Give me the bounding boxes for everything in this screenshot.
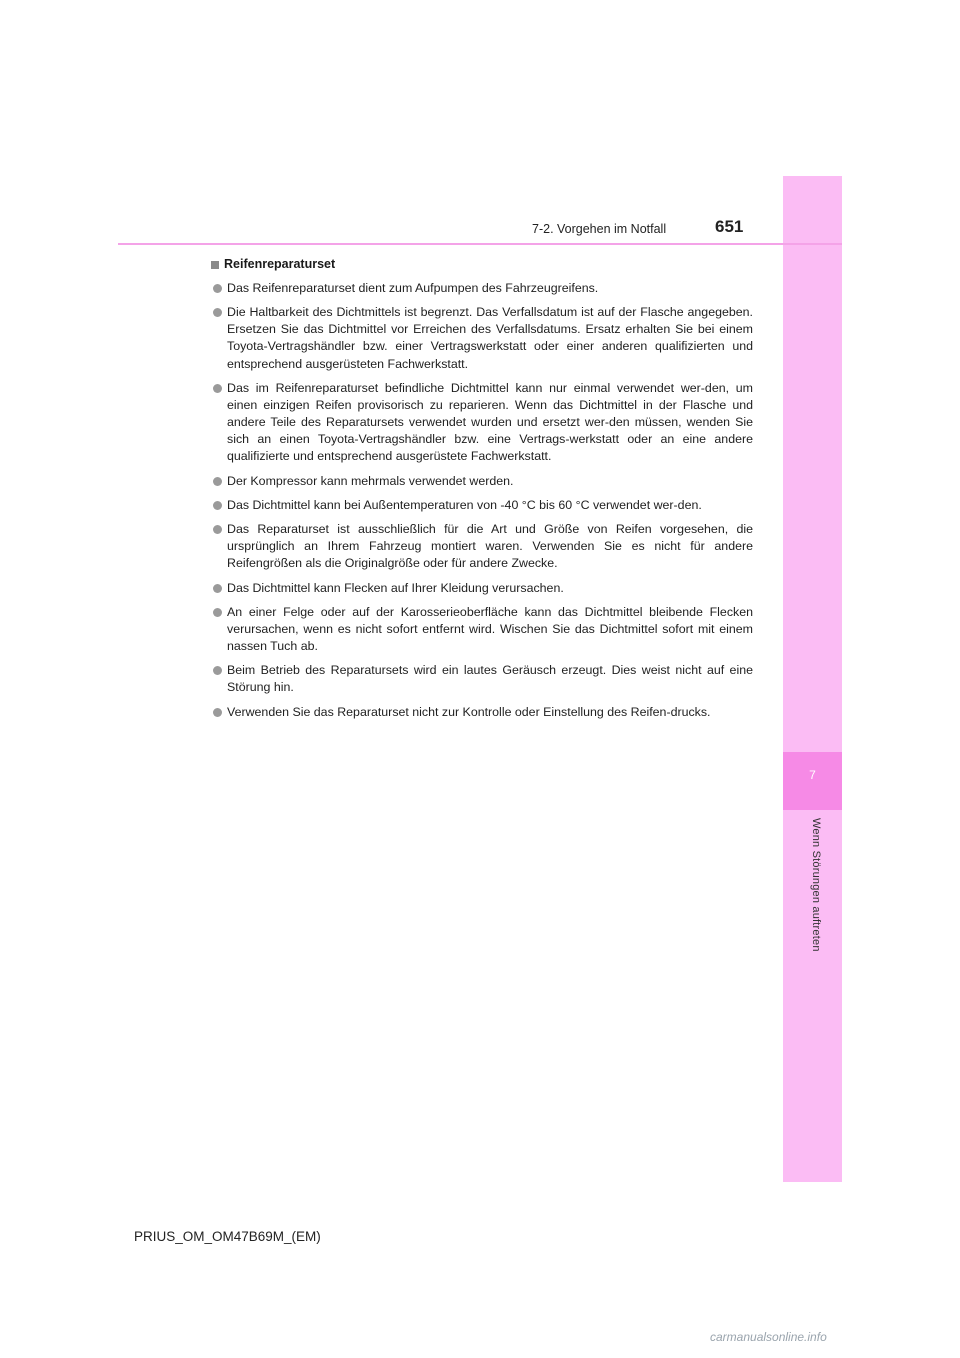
list-item-text: Das Reifenreparaturset dient zum Aufpumpen des Fahrzeugreifens.	[227, 281, 599, 295]
circle-bullet-icon	[213, 708, 222, 717]
watermark-link[interactable]: carmanualsonline.info	[710, 1330, 827, 1344]
header-rule	[118, 243, 842, 245]
list-item-text: Das Reparaturset ist ausschließlich für die Art und Größe von Reifen vorgesehen, die ursprünglich an Ihrem Fahrzeug montiert waren. Verwenden Sie es nicht für andere Reifengrößen als die Originalgröße oder für andere Zwecke.	[227, 522, 753, 571]
list-item-text: Beim Betrieb des Reparatursets wird ein lautes Geräusch erzeugt. Dies weist nicht auf eine Störung hin.	[227, 663, 753, 695]
list-item	[211, 280, 753, 297]
list-item	[211, 380, 753, 465]
chapter-title: Wenn Störungen auftreten	[810, 818, 822, 952]
circle-bullet-icon	[213, 525, 222, 534]
list-item	[211, 580, 753, 597]
list-item	[211, 304, 753, 372]
circle-bullet-icon	[213, 584, 222, 593]
circle-bullet-icon	[213, 501, 222, 510]
chapter-side-tab	[783, 176, 842, 1182]
circle-bullet-icon	[213, 666, 222, 675]
list-item	[211, 473, 753, 490]
list-item-text: Das im Reifenreparaturset befindliche Dichtmittel kann nur einmal verwendet wer-den, um einen einzigen Reifen provisorisch zu reparieren. Wenn das Dichtmittel in der Flasche und andere Teile des Reparatursets verwendet wurden und ersetzt wer-den müssen, wenden Sie sich an einen Toyota-Vertragshändler bzw. eine Vertrags-werkstatt oder an eine andere qualifizierte und entsprechend ausgerüstete Fachwerkstatt.	[227, 380, 753, 464]
circle-bullet-icon	[213, 284, 222, 293]
list-item-text: Das Dichtmittel kann bei Außentemperaturen von -40 °C bis 60 °C verwendet wer-den.	[227, 497, 702, 512]
chapter-number: 7	[809, 768, 816, 782]
list-item-text: Der Kompressor kann mehrmals verwendet werden.	[227, 473, 514, 488]
list-item	[211, 521, 753, 572]
list-item	[211, 704, 753, 721]
circle-bullet-icon	[213, 477, 222, 486]
circle-bullet-icon	[213, 384, 222, 393]
square-bullet-icon	[211, 261, 219, 269]
list-item	[211, 662, 753, 696]
header-section-title: 7-2. Vorgehen im Notfall	[532, 222, 667, 236]
list-item-text: Verwenden Sie das Reparaturset nicht zur Kontrolle oder Einstellung des Reifen-drucks.	[227, 704, 711, 719]
circle-bullet-icon	[213, 608, 222, 617]
section-heading	[211, 256, 753, 273]
list-item	[211, 604, 753, 655]
bullet-list	[211, 280, 753, 721]
list-item-text: An einer Felge oder auf der Karosserieoberfläche kann das Dichtmittel bleibende Flecken verursachen, wenn es nicht sofort entfernt wird. Wischen Sie das Dichtmittel sofort mit einem nassen Tuch ab.	[227, 604, 753, 653]
list-item-text: Die Haltbarkeit des Dichtmittels ist begrenzt. Das Verfallsdatum ist auf der Flasche angegeben. Ersetzen Sie das Dichtmittel vor Erreichen des Verfallsdatums. Ersatz erhalten Sie bei einem Toyota-Vertragshändler bzw. einer Vertragswerkstatt oder einer anderen qualifizierten und entsprechend ausgerüsteten Fachwerkstatt.	[227, 305, 753, 371]
list-item-text: Das Dichtmittel kann Flecken auf Ihrer Kleidung verursachen.	[227, 580, 564, 595]
list-item	[211, 497, 753, 514]
page-number: 651	[715, 217, 744, 236]
circle-bullet-icon	[213, 308, 222, 317]
footer-doc-code: PRIUS_OM_OM47B69M_(EM)	[134, 1229, 321, 1244]
section-heading-text: Reifenreparaturset	[224, 257, 336, 271]
page-content	[211, 256, 753, 728]
